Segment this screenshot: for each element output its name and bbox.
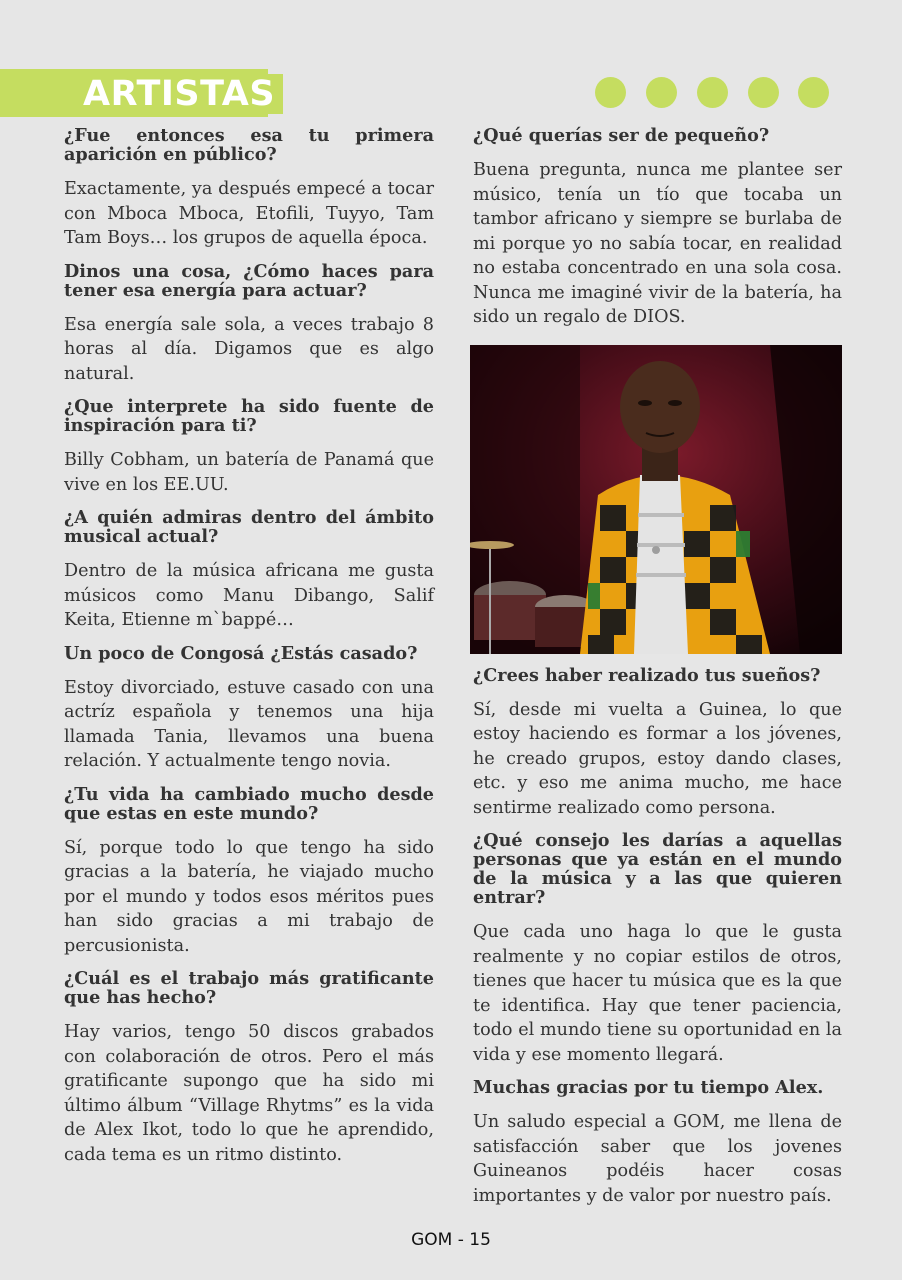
dot-5 xyxy=(798,77,829,108)
question: Un poco de Congosá ¿Estás casado? xyxy=(64,642,418,664)
question: Dinos una cosa, ¿Cómo haces para tener esa energía para actuar? xyxy=(64,260,434,301)
question: ¿Fue entonces esa tu primera aparición en público? xyxy=(64,125,434,165)
question: ¿Qué querías ser de pequeño? xyxy=(473,125,770,146)
question: ¿A quién admiras dentro del ámbito musical actual? xyxy=(64,507,434,547)
question: ¿Cuál es el trabajo más gratificante que has hecho? xyxy=(64,968,434,1008)
answer: Sí, porque todo lo que tengo ha sido gracias a la batería, he viajado mucho por el mundo y todos esos méritos pues han sido gracias a mi trabajo de percusionista. xyxy=(64,837,434,956)
dot-4 xyxy=(748,77,779,108)
question: ¿Que interprete ha sido fuente de inspiración para ti? xyxy=(64,396,434,436)
dot-3 xyxy=(697,77,728,108)
answer: Esa energía sale sola, a veces trabajo 8 horas al día. Digamos que es algo natural. xyxy=(64,314,434,384)
section-title: ARTISTAS xyxy=(83,74,283,114)
question: ¿Crees haber realizado tus sueños? xyxy=(473,664,821,686)
page-number: GOM - 15 xyxy=(411,1230,491,1250)
artist-photo-illustration xyxy=(470,345,842,654)
right-column xyxy=(473,126,842,1219)
answer: Estoy divorciado, estuve casado con una actríz española y tenemos una hija llamada Tania, llevamos una buena relación. Y actualmente tengo novia. xyxy=(64,677,434,771)
answer: Hay varios, tengo 50 discos grabados con colaboración de otros. Pero el más gratificante supongo que ha sido mi último álbum “Village Rhytms” es la vida de Alex Ikot, todo lo que he aprendido, cada tema es un ritmo distinto. xyxy=(64,1022,434,1165)
answer: Un saludo especial a GOM, me llena de satisfacción saber que los jovenes Guineanos podéis hacer cosas importantes y de valor por nuestro país. xyxy=(473,1112,842,1206)
answer: Buena pregunta, nunca me plantee ser músico, tenía un tío que tocaba un tambor africano y siempre se burlaba de mi porque yo no sabía tocar, en realidad no estaba concentrado en una sola cosa. Nunca me imaginé vivir de la batería, ha sido un regalo de DIOS. xyxy=(473,160,842,327)
answer: Sí, desde mi vuelta a Guinea, lo que estoy haciendo es formar a los jóvenes, he creado grupos, estoy dando clases, etc. y eso me anima mucho, me hace sentirme realizado como persona. xyxy=(473,699,842,818)
answer: Dentro de la música africana me gusta músicos como Manu Dibango, Salif Keita, Etienne m`bappé… xyxy=(64,561,434,630)
left-column xyxy=(64,126,434,1178)
question: ¿Qué consejo les darías a aquellas personas que ya están en el mundo de la música y a las que quieren entrar? xyxy=(473,830,842,908)
question: ¿Tu vida ha cambiado mucho desde que estas en este mundo? xyxy=(64,783,434,824)
dot-2 xyxy=(646,77,677,108)
answer: Billy Cobham, un batería de Panamá que vive en los EE.UU. xyxy=(64,450,434,495)
question: Muchas gracias por tu tiempo Alex. xyxy=(473,1077,824,1098)
answer: Que cada uno haga lo que le gusta realmente y no copiar estilos de otros, tienes que hacer tu música que es la que te identifica. Hay que tener paciencia, todo el mundo tiene su oportunidad en la vida y ese momento llegará. xyxy=(473,922,842,1065)
answer: Exactamente, ya después empecé a tocar con Mboca Mboca, Etofili, Tuyyo, Tam Tam Boys… los grupos de aquella época. xyxy=(64,179,434,248)
artist-photo xyxy=(470,345,842,654)
dot-1 xyxy=(595,77,626,108)
